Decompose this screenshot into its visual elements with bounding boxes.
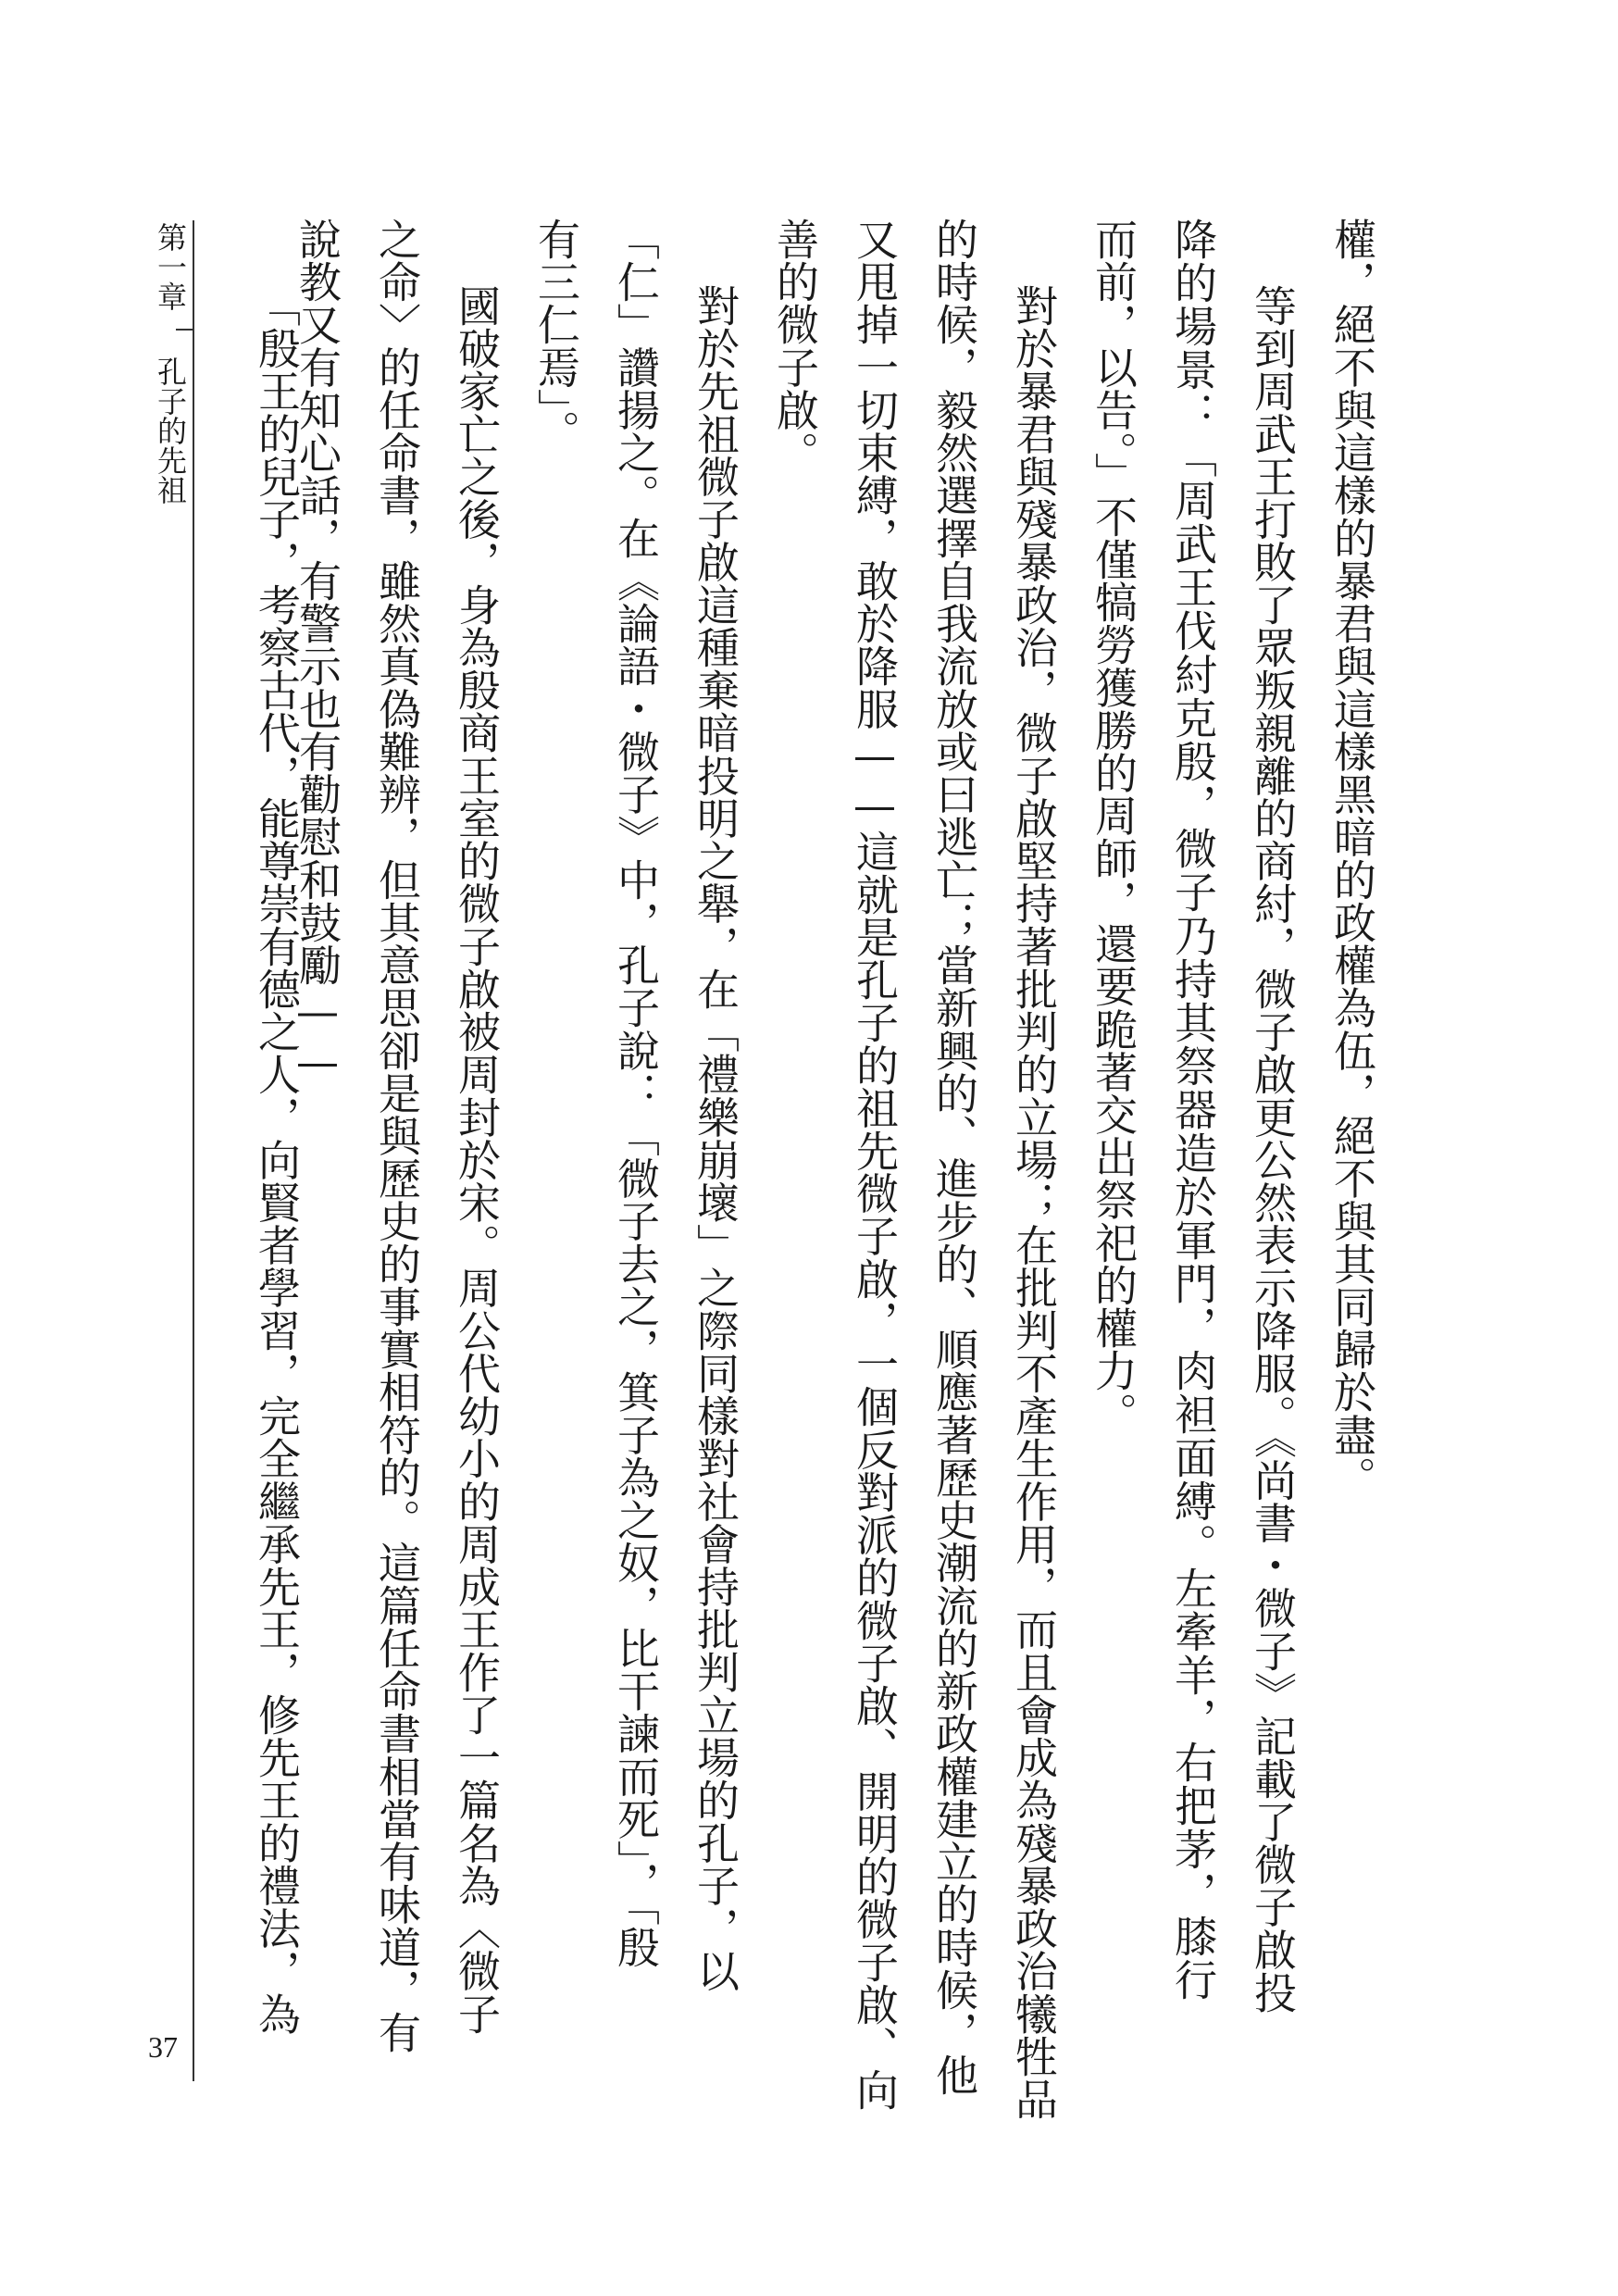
text-column: 「殷王的兒子，考察古代，能尊崇有德之人，向賢者學習，完全繼承先王，修先王的禮法，為 (252, 284, 302, 2035)
chapter-label: 第一章 (153, 222, 188, 311)
header-separator (176, 329, 194, 331)
text-column: 降的場景：「周武王伐紂克殷，微子乃持其祭器造於軍門，肉袒面縛。左牽羊，右把茅，膝行 (1168, 218, 1218, 2002)
text-column: 等到周武王打敗了眾叛親離的商紂，微子啟更公然表示降服。《尚書・微子》記載了微子啟投 (1248, 284, 1298, 2014)
text-column: 對於先祖微子啟這種棄暗投明之舉，在「禮樂崩壞」之際同樣對社會持批判立場的孔子，以 (691, 284, 741, 1992)
text-column: 「仁」讚揚之。在《論語・微子》中，孔子說：「微子去之，箕子為之奴，比干諫而死」，「殷 (611, 218, 661, 1969)
text-column: 的時候，毅然選擇自我流放或曰逃亡；當新興的、進步的、順應著歷史潮流的新政權建立的時候，他 (929, 218, 979, 2097)
margin-rule (193, 220, 194, 2081)
page-number: 37 (148, 2030, 178, 2064)
chapter-title: 孔子的先祖 (153, 356, 188, 505)
text-column: 國破家亡之後，身為殷商王室的微子啟被周封於宋。周公代幼小的周成王作了一篇名為〈微子 (452, 284, 502, 2035)
text-column: 而前，以告。」不僅犒勞獲勝的周師，還要跪著交出祭祀的權力。 (1089, 218, 1139, 1435)
text-column: 說教又有知心話，有警示也有勸慰和鼓勵—— (292, 218, 342, 1087)
text-column: 善的微子啟。 (770, 218, 820, 474)
text-column: 有三仁焉」。 (531, 218, 581, 453)
text-column: 對於暴君與殘暴政治，微子啟堅持著批判的立場；在批判不產生作用，而且會成為殘暴政治犧牲品 (1009, 284, 1059, 2121)
text-column: 又甩掉一切束縛，敢於降服——這就是孔子的祖先微子啟，一個反對派的微子啟、開明的微子啟、向 (850, 218, 900, 2112)
text-column: 之命〉的任命書，雖然真偽難辨，但其意思卻是與歷史的事實相符的。這篇任命書相當有味道，有 (372, 218, 422, 2054)
text-column: 權，絕不與這樣的暴君與這樣黑暗的政權為伍，絕不與其同歸於盡。 (1327, 218, 1377, 1499)
